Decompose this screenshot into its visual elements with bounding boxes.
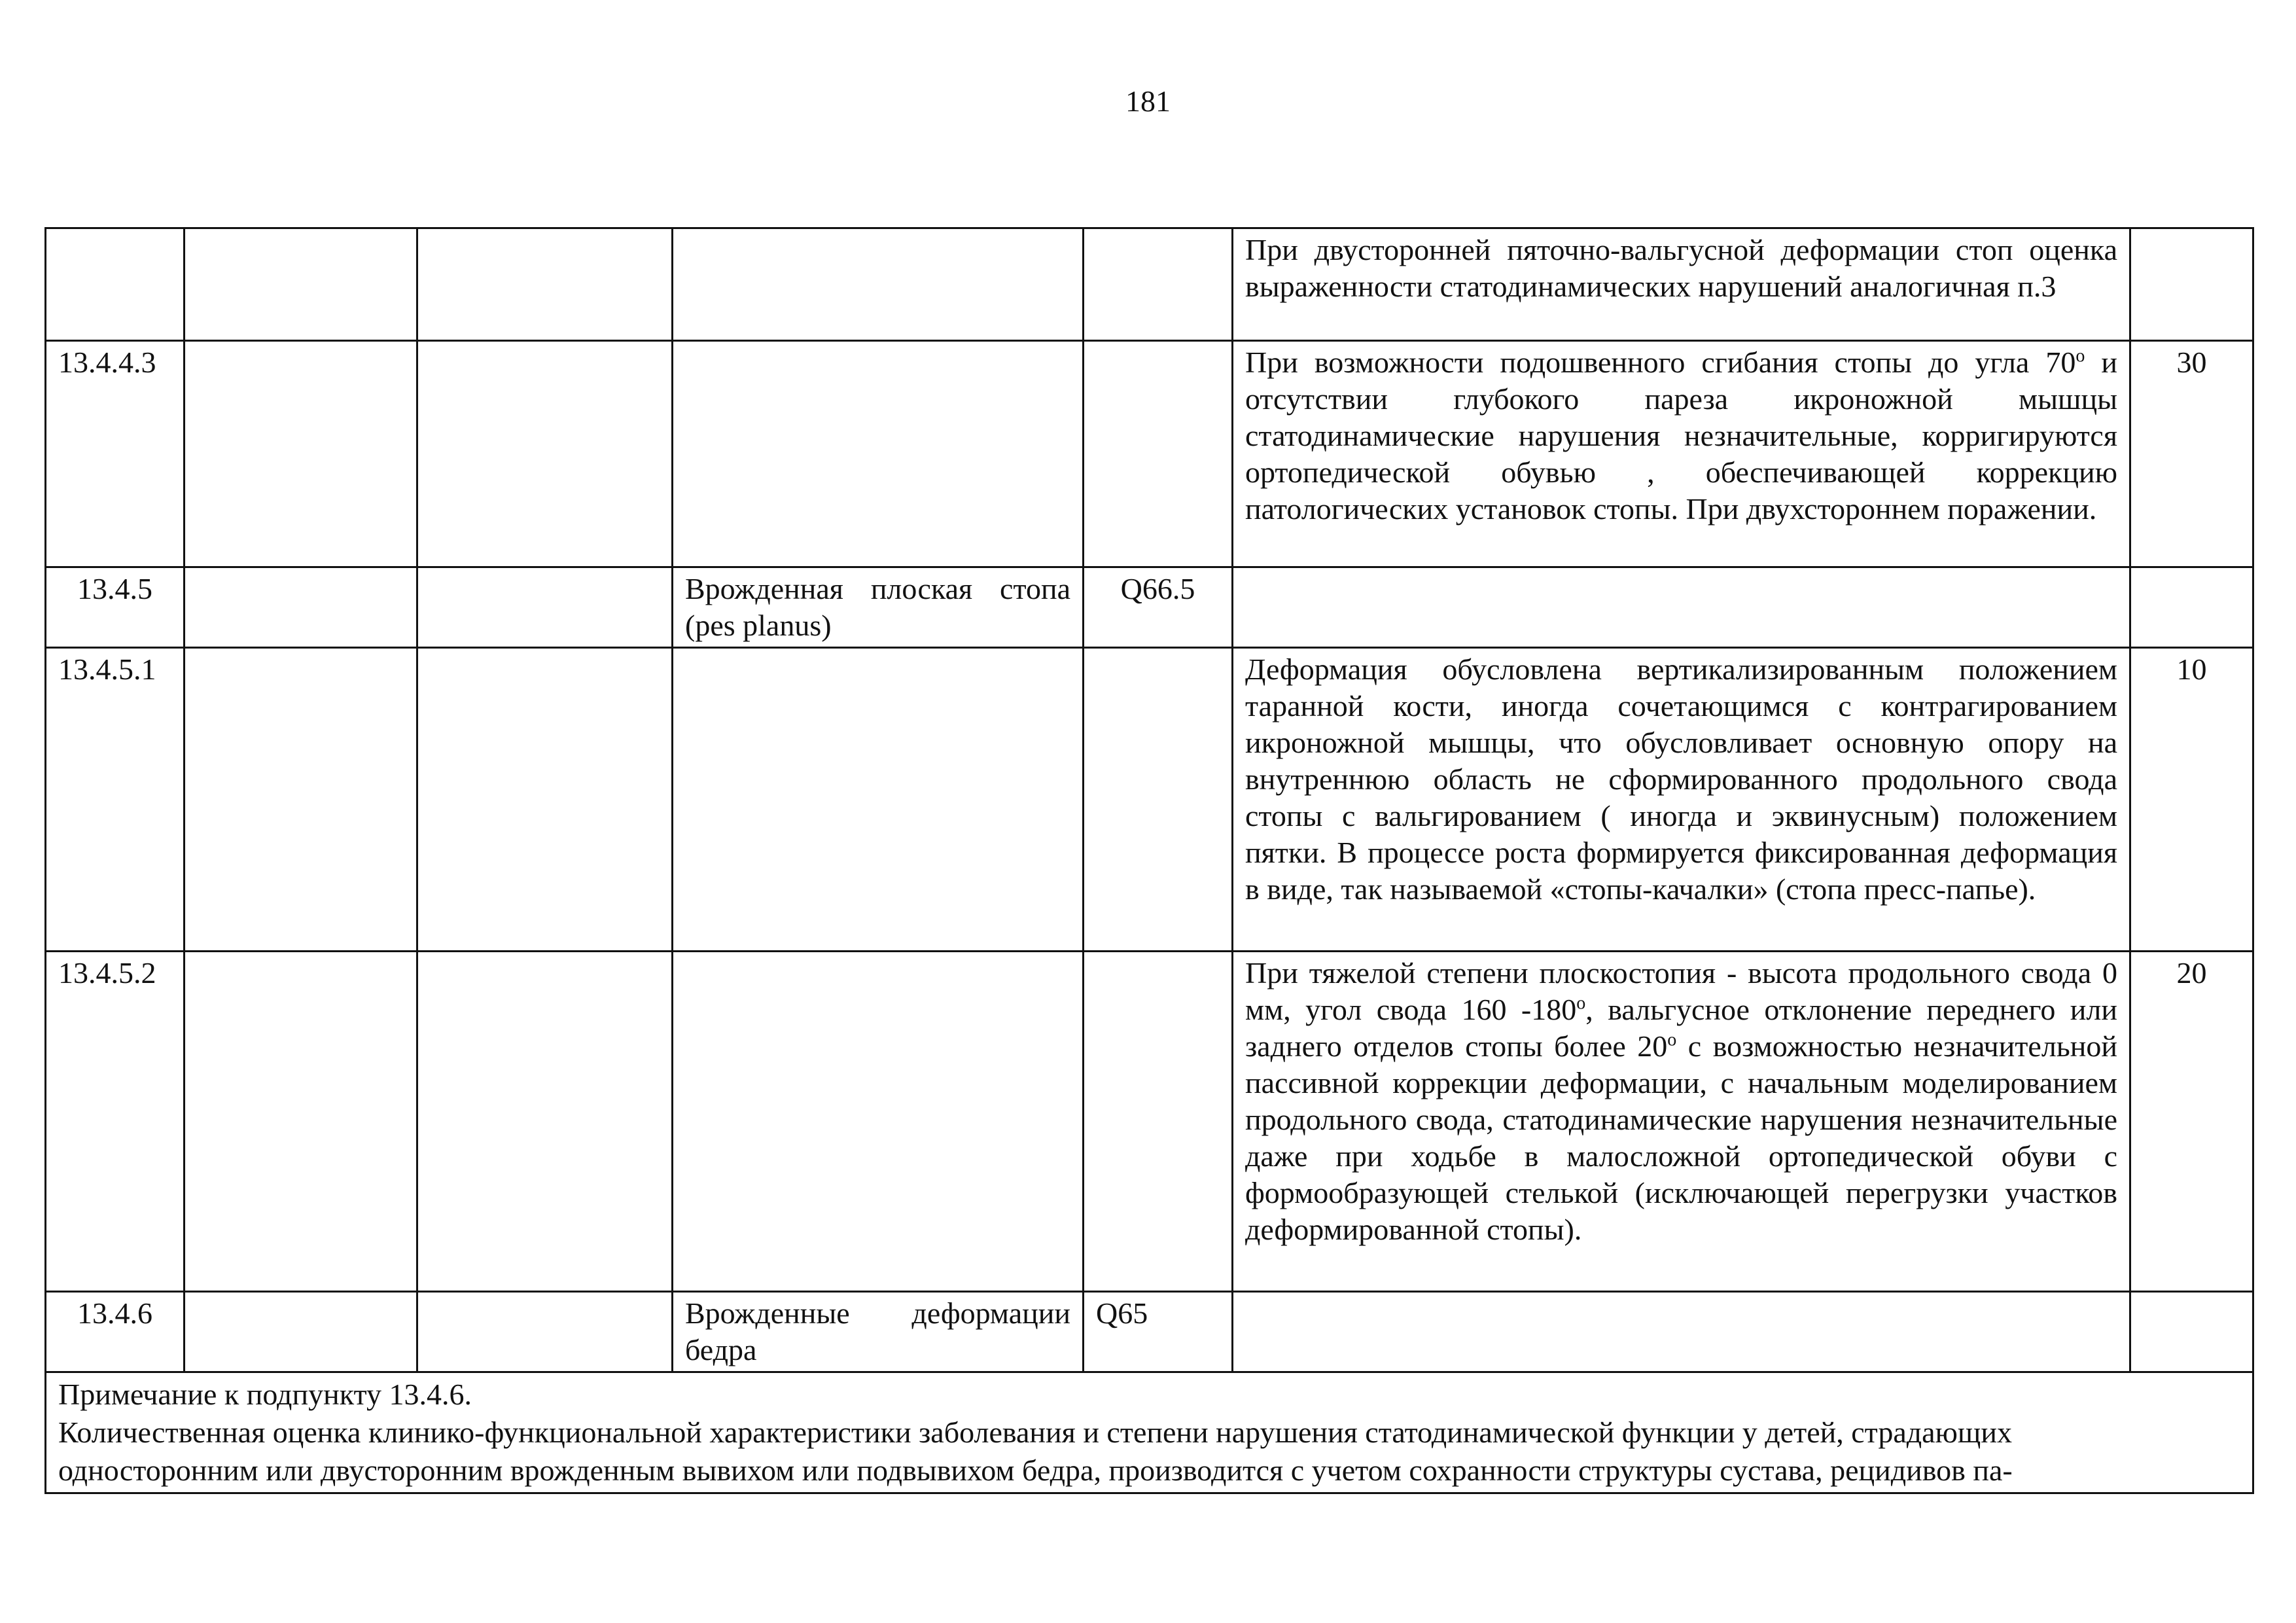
code-cell: 13.4.5.2 — [46, 952, 185, 1292]
note-text-line: Количественная оценка клинико-функциональной характеристики заболевания и степени нарушения статодинамической функции у детей, страдающих — [58, 1416, 2012, 1449]
description-cell — [1233, 567, 2130, 648]
icd-cell — [1084, 952, 1233, 1292]
icd-cell: Q66.5 — [1084, 567, 1233, 648]
score-cell: 10 — [2130, 648, 2253, 952]
table-row — [46, 648, 2253, 952]
note-text-line: односторонним или двусторонним врожденным вывихом или подвывихом бедра, производится с учетом сохранности структуры сустава, рецидивов па- — [58, 1454, 2013, 1487]
note-cell — [46, 1372, 2253, 1493]
score-cell — [2130, 228, 2253, 341]
icd-cell — [1084, 228, 1233, 341]
score-cell: 30 — [2130, 341, 2253, 567]
score-cell — [2130, 567, 2253, 648]
empty-cell — [185, 341, 417, 567]
empty-cell — [185, 648, 417, 952]
note-row — [46, 1372, 2253, 1493]
description-cell: При двусторонней пяточно-вальгусной деформации стоп оценка выраженности статодинамических нарушений аналогичная п.3 — [1233, 228, 2130, 341]
note-title: Примечание к подпункту 13.4.6. — [58, 1378, 472, 1411]
name-cell — [673, 341, 1084, 567]
empty-cell — [185, 567, 417, 648]
score-cell — [2130, 1292, 2253, 1372]
description-text: , вальгусное отклонение переднего или заднего отделов стопы более 20 — [1245, 993, 2117, 1063]
description-text: При возможности подошвенного сгибания стопы до угла 70 — [1245, 346, 2076, 379]
icd-cell — [1084, 648, 1233, 952]
code-cell: 13.4.6 — [46, 1292, 185, 1372]
degree-superscript: o — [1667, 1029, 1677, 1050]
empty-cell — [185, 952, 417, 1292]
description-cell: Деформация обусловлена вертикализированным положением таранной кости, иногда сочетающимся с контрагированием икроножной мышцы, что обусловливает основную опору на внутреннюю область не сформированного продольного свода стопы с вальгированием ( иногда и эквинусным) положением пятки. В процессе роста формируется фиксированная деформация в виде, так называемой «стопы-качалки» (стопа пресс-папье). — [1233, 648, 2130, 952]
degree-superscript: o — [1576, 993, 1586, 1014]
icd-cell: Q65 — [1084, 1292, 1233, 1372]
degree-superscript: o — [2075, 346, 2085, 366]
name-cell — [673, 648, 1084, 952]
classification-table — [44, 227, 2254, 1494]
description-text: и отсутствии глубокого пареза икроножной мышцы статодинамические нарушения незначительные, корригируются ортопедической обувью , обеспечивающей коррекцию патологических установок стопы. При двухстороннем поражении. — [1245, 346, 2117, 526]
description-text: с возможностью незначительной пассивной коррекции деформации, с начальным моделированием продольного свода, статодинамические нарушения незначительные даже при ходьбе в малосложной ортопедической обуви с формообразующей стелькой (исключающей перегрузки участков деформированной стопы). — [1245, 1029, 2117, 1246]
empty-cell — [417, 1292, 673, 1372]
description-cell — [1233, 952, 2130, 1292]
table-row — [46, 1292, 2253, 1372]
code-cell — [46, 228, 185, 341]
name-cell: Врожденные деформации бедра — [673, 1292, 1084, 1372]
table-row — [46, 341, 2253, 567]
name-cell — [673, 228, 1084, 341]
empty-cell — [417, 228, 673, 341]
code-cell: 13.4.4.3 — [46, 341, 185, 567]
code-cell: 13.4.5 — [46, 567, 185, 648]
empty-cell — [417, 648, 673, 952]
table-row — [46, 567, 2253, 648]
page-number: 181 — [1125, 84, 1171, 118]
name-cell: Врожденная плоская стопа (pes planus) — [673, 567, 1084, 648]
empty-cell — [417, 952, 673, 1292]
table-row — [46, 952, 2253, 1292]
icd-cell — [1084, 341, 1233, 567]
description-text: При тяжелой степени плоскостопия - высота продольного свода 0 мм, угол свода 160 -180 — [1245, 956, 2117, 1026]
description-cell — [1233, 341, 2130, 567]
empty-cell — [185, 228, 417, 341]
empty-cell — [417, 341, 673, 567]
empty-cell — [185, 1292, 417, 1372]
name-cell — [673, 952, 1084, 1292]
empty-cell — [417, 567, 673, 648]
code-cell: 13.4.5.1 — [46, 648, 185, 952]
score-cell: 20 — [2130, 952, 2253, 1292]
table-row — [46, 228, 2253, 341]
description-cell — [1233, 1292, 2130, 1372]
